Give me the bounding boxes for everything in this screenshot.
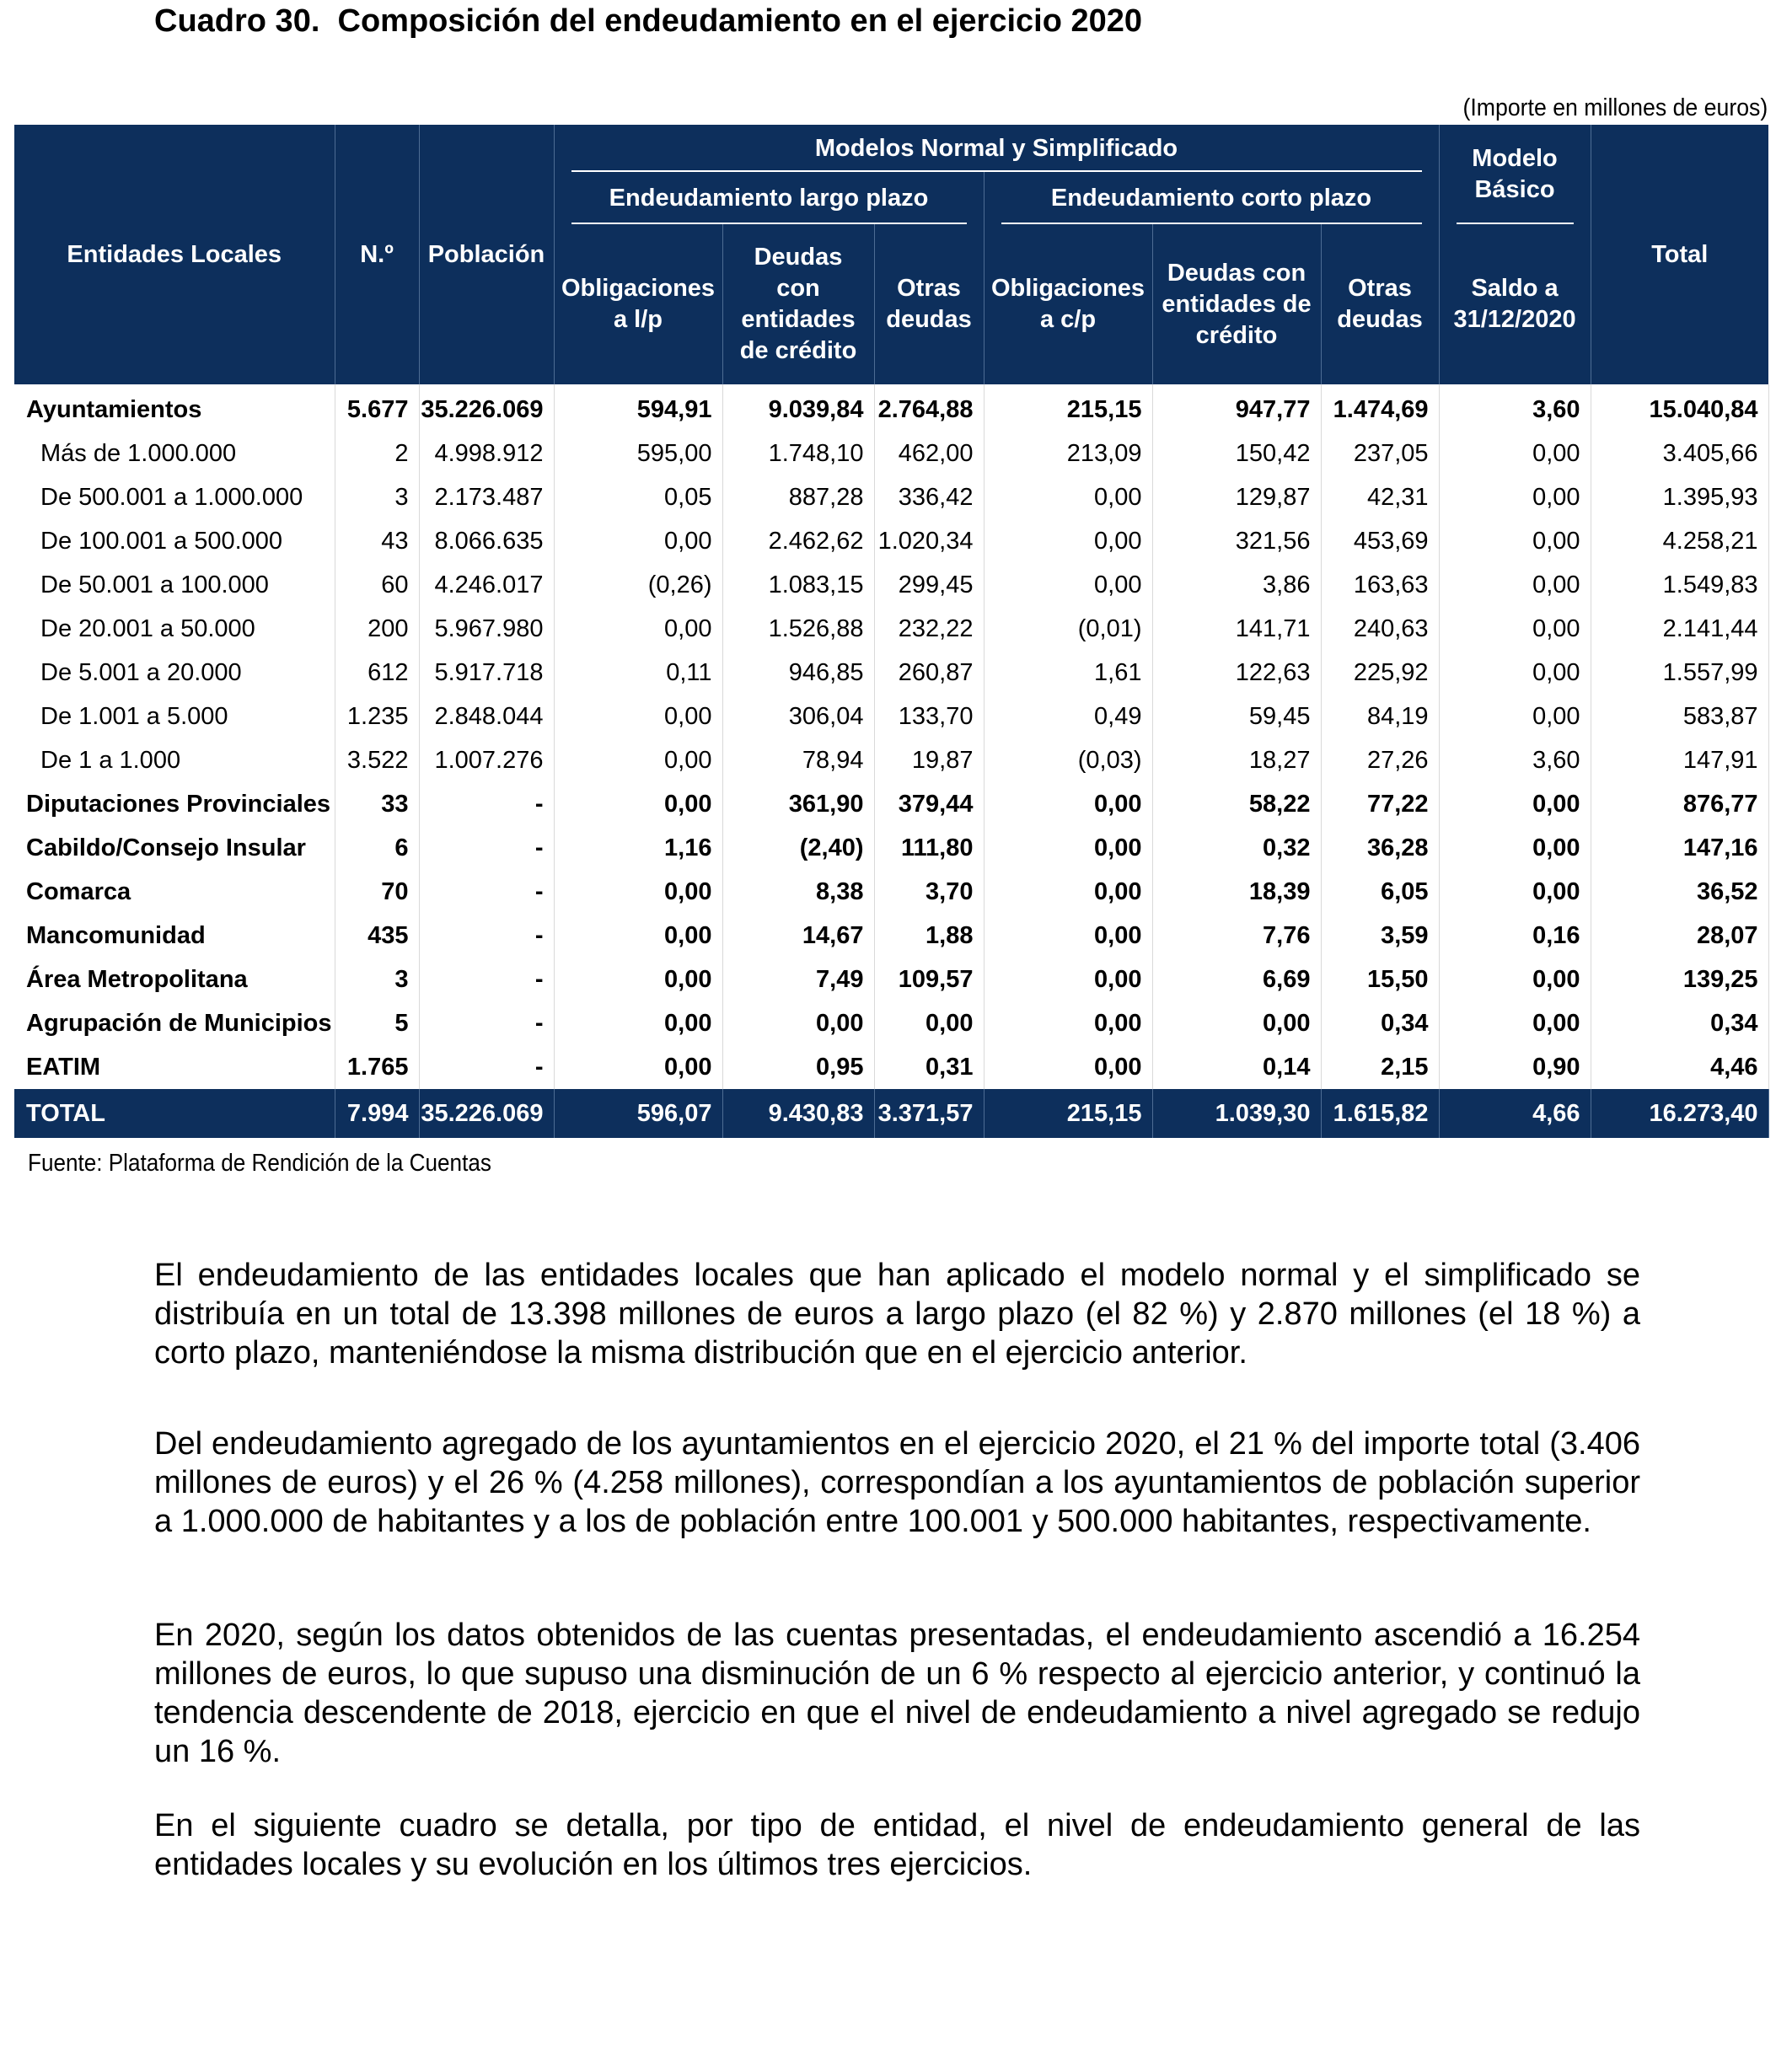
- row-oblig-lp: 0,00: [554, 914, 722, 958]
- row-n: 1.765: [335, 1045, 419, 1089]
- source-note: Fuente: Plataforma de Rendición de la Cuentas: [28, 1150, 491, 1177]
- row-total: 28,07: [1591, 914, 1768, 958]
- row-poblacion: 4.246.017: [419, 563, 554, 607]
- row-n: 6: [335, 826, 419, 870]
- row-otras-lp: 133,70: [874, 695, 984, 738]
- row-deudas-cp: 0,00: [1152, 1001, 1321, 1045]
- row-deudas-lp: 2.462,62: [722, 519, 874, 563]
- row-label: De 5.001 a 20.000: [14, 651, 335, 695]
- row-saldo: 0,00: [1439, 870, 1591, 914]
- table-row: [14, 651, 1768, 695]
- header-modelo-basico: Modelo Básico: [1439, 125, 1591, 224]
- row-deudas-cp: 129,87: [1152, 475, 1321, 519]
- table-row: [14, 519, 1768, 563]
- row-saldo: 3,60: [1439, 384, 1591, 432]
- table-row: [14, 475, 1768, 519]
- row-label: Ayuntamientos: [14, 384, 335, 432]
- row-otras-cp: 163,63: [1321, 563, 1439, 607]
- row-label: De 100.001 a 500.000: [14, 519, 335, 563]
- row-n: 43: [335, 519, 419, 563]
- row-oblig-cp: (0,03): [984, 738, 1152, 782]
- row-deudas-lp: 887,28: [722, 475, 874, 519]
- row-deudas-cp: 141,71: [1152, 607, 1321, 651]
- row-oblig-lp: 0,00: [554, 519, 722, 563]
- row-oblig-cp: 1,61: [984, 651, 1152, 695]
- row-total: 4,46: [1591, 1045, 1768, 1089]
- row-n: 5.677: [335, 384, 419, 432]
- total-otras-cp: 1.615,82: [1321, 1089, 1439, 1138]
- table-title: Cuadro 30. Composición del endeudamiento en el ejercicio 2020: [154, 3, 1143, 39]
- row-poblacion: -: [419, 914, 554, 958]
- row-total: 15.040,84: [1591, 384, 1768, 432]
- row-oblig-lp: 594,91: [554, 384, 722, 432]
- row-n: 3: [335, 475, 419, 519]
- row-deudas-lp: 9.039,84: [722, 384, 874, 432]
- row-deudas-lp: 946,85: [722, 651, 874, 695]
- row-deudas-lp: 8,38: [722, 870, 874, 914]
- row-total: 876,77: [1591, 782, 1768, 826]
- row-deudas-lp: 0,95: [722, 1045, 874, 1089]
- row-label: Agrupación de Municipios: [14, 1001, 335, 1045]
- row-oblig-cp: 0,00: [984, 1001, 1152, 1045]
- row-oblig-cp: 0,00: [984, 1045, 1152, 1089]
- row-deudas-lp: 306,04: [722, 695, 874, 738]
- row-otras-cp: 225,92: [1321, 651, 1439, 695]
- row-oblig-cp: 0,00: [984, 519, 1152, 563]
- table-row: [14, 958, 1768, 1001]
- row-poblacion: 35.226.069: [419, 384, 554, 432]
- row-deudas-lp: 14,67: [722, 914, 874, 958]
- row-deudas-cp: 150,42: [1152, 432, 1321, 475]
- table-row: [14, 1045, 1768, 1089]
- row-saldo: 0,00: [1439, 475, 1591, 519]
- row-otras-cp: 2,15: [1321, 1045, 1439, 1089]
- total-saldo: 4,66: [1439, 1089, 1591, 1138]
- row-deudas-cp: 321,56: [1152, 519, 1321, 563]
- row-otras-cp: 6,05: [1321, 870, 1439, 914]
- row-saldo: 3,60: [1439, 738, 1591, 782]
- header-total: Total: [1591, 125, 1768, 384]
- row-otras-cp: 240,63: [1321, 607, 1439, 651]
- row-saldo: 0,16: [1439, 914, 1591, 958]
- row-label: Diputaciones Provinciales: [14, 782, 335, 826]
- row-n: 60: [335, 563, 419, 607]
- total-deudas-lp: 9.430,83: [722, 1089, 874, 1138]
- paragraph-1: El endeudamiento de las entidades locales que han aplicado el modelo normal y el simplificado se distribuía en un total de 13.398 millones de euros a largo plazo (el 82 %) y 2.870 millones (el 18 %) a corto plazo, manteniéndose la misma distribución que en el ejercicio anterior.: [154, 1258, 1640, 1371]
- row-oblig-cp: 215,15: [984, 384, 1152, 432]
- row-oblig-lp: 0,00: [554, 607, 722, 651]
- header-obligaciones-cp: Obligaciones a c/p: [984, 224, 1152, 384]
- total-n: 7.994: [335, 1089, 419, 1138]
- row-total: 139,25: [1591, 958, 1768, 1001]
- row-oblig-lp: 0,00: [554, 958, 722, 1001]
- row-saldo: 0,90: [1439, 1045, 1591, 1089]
- row-poblacion: -: [419, 958, 554, 1001]
- row-deudas-cp: 3,86: [1152, 563, 1321, 607]
- row-poblacion: 2.173.487: [419, 475, 554, 519]
- row-deudas-cp: 18,27: [1152, 738, 1321, 782]
- row-poblacion: -: [419, 870, 554, 914]
- table-row: [14, 826, 1768, 870]
- row-otras-lp: 462,00: [874, 432, 984, 475]
- table-row: [14, 738, 1768, 782]
- header-otras-deudas-lp: Otras deudas: [874, 224, 984, 384]
- row-oblig-lp: 0,00: [554, 1045, 722, 1089]
- table-row: [14, 695, 1768, 738]
- row-total: 583,87: [1591, 695, 1768, 738]
- row-total: 147,16: [1591, 826, 1768, 870]
- table-row: [14, 607, 1768, 651]
- row-n: 3.522: [335, 738, 419, 782]
- row-saldo: 0,00: [1439, 432, 1591, 475]
- row-oblig-cp: 0,00: [984, 826, 1152, 870]
- row-otras-lp: 19,87: [874, 738, 984, 782]
- row-poblacion: 4.998.912: [419, 432, 554, 475]
- row-deudas-lp: 1.526,88: [722, 607, 874, 651]
- row-oblig-cp: (0,01): [984, 607, 1152, 651]
- row-label: Comarca: [14, 870, 335, 914]
- header-numero: N.º: [335, 125, 419, 384]
- row-oblig-cp: 0,00: [984, 958, 1152, 1001]
- row-oblig-lp: 1,16: [554, 826, 722, 870]
- row-saldo: 0,00: [1439, 519, 1591, 563]
- row-deudas-lp: 7,49: [722, 958, 874, 1001]
- row-label: De 500.001 a 1.000.000: [14, 475, 335, 519]
- row-otras-cp: 15,50: [1321, 958, 1439, 1001]
- row-n: 200: [335, 607, 419, 651]
- row-deudas-lp: 0,00: [722, 1001, 874, 1045]
- row-total: 2.141,44: [1591, 607, 1768, 651]
- row-otras-cp: 36,28: [1321, 826, 1439, 870]
- row-n: 70: [335, 870, 419, 914]
- row-poblacion: 5.917.718: [419, 651, 554, 695]
- row-deudas-cp: 7,76: [1152, 914, 1321, 958]
- header-corto-plazo: Endeudamiento corto plazo: [984, 172, 1439, 224]
- row-otras-lp: 2.764,88: [874, 384, 984, 432]
- row-deudas-cp: 122,63: [1152, 651, 1321, 695]
- table-row: [14, 563, 1768, 607]
- row-oblig-cp: 0,00: [984, 563, 1152, 607]
- total-poblacion: 35.226.069: [419, 1089, 554, 1138]
- row-deudas-cp: 18,39: [1152, 870, 1321, 914]
- header-obligaciones-lp: Obligaciones a l/p: [554, 224, 722, 384]
- row-otras-cp: 237,05: [1321, 432, 1439, 475]
- row-poblacion: -: [419, 1001, 554, 1045]
- row-saldo: 0,00: [1439, 826, 1591, 870]
- row-otras-cp: 1.474,69: [1321, 384, 1439, 432]
- row-total: 36,52: [1591, 870, 1768, 914]
- row-otras-lp: 1.020,34: [874, 519, 984, 563]
- table-row: [14, 914, 1768, 958]
- table-row: [14, 870, 1768, 914]
- row-poblacion: 8.066.635: [419, 519, 554, 563]
- row-otras-cp: 0,34: [1321, 1001, 1439, 1045]
- row-saldo: 0,00: [1439, 1001, 1591, 1045]
- row-saldo: 0,00: [1439, 607, 1591, 651]
- header-poblacion: Población: [419, 125, 554, 384]
- row-total: 1.549,83: [1591, 563, 1768, 607]
- row-oblig-lp: 0,00: [554, 870, 722, 914]
- row-saldo: 0,00: [1439, 958, 1591, 1001]
- row-deudas-lp: 361,90: [722, 782, 874, 826]
- row-otras-lp: 232,22: [874, 607, 984, 651]
- row-oblig-lp: (0,26): [554, 563, 722, 607]
- row-oblig-cp: 0,00: [984, 914, 1152, 958]
- row-oblig-lp: 595,00: [554, 432, 722, 475]
- row-deudas-lp: 1.083,15: [722, 563, 874, 607]
- row-total: 0,34: [1591, 1001, 1768, 1045]
- row-label: Área Metropolitana: [14, 958, 335, 1001]
- debt-table: [14, 125, 1768, 1138]
- row-total: 1.557,99: [1591, 651, 1768, 695]
- row-total: 1.395,93: [1591, 475, 1768, 519]
- row-oblig-lp: 0,00: [554, 695, 722, 738]
- row-label: Mancomunidad: [14, 914, 335, 958]
- row-label: Cabildo/Consejo Insular: [14, 826, 335, 870]
- total-label: TOTAL: [14, 1089, 335, 1138]
- row-deudas-cp: 0,32: [1152, 826, 1321, 870]
- row-label: De 20.001 a 50.000: [14, 607, 335, 651]
- header-largo-plazo: Endeudamiento largo plazo: [554, 172, 984, 224]
- row-oblig-lp: 0,05: [554, 475, 722, 519]
- row-otras-cp: 453,69: [1321, 519, 1439, 563]
- table-body: [14, 384, 1768, 1089]
- row-saldo: 0,00: [1439, 651, 1591, 695]
- row-deudas-cp: 58,22: [1152, 782, 1321, 826]
- header-entidades: Entidades Locales: [14, 125, 335, 384]
- row-otras-lp: 0,00: [874, 1001, 984, 1045]
- row-otras-cp: 3,59: [1321, 914, 1439, 958]
- row-n: 612: [335, 651, 419, 695]
- row-deudas-lp: 78,94: [722, 738, 874, 782]
- total-oblig-cp: 215,15: [984, 1089, 1152, 1138]
- row-oblig-lp: 0,00: [554, 782, 722, 826]
- row-saldo: 0,00: [1439, 695, 1591, 738]
- row-total: 3.405,66: [1591, 432, 1768, 475]
- row-oblig-cp: 213,09: [984, 432, 1152, 475]
- row-otras-lp: 379,44: [874, 782, 984, 826]
- row-oblig-cp: 0,00: [984, 870, 1152, 914]
- row-otras-lp: 0,31: [874, 1045, 984, 1089]
- total-deudas-cp: 1.039,30: [1152, 1089, 1321, 1138]
- row-oblig-cp: 0,49: [984, 695, 1152, 738]
- table-header: [14, 125, 1768, 384]
- row-n: 435: [335, 914, 419, 958]
- row-total: 147,91: [1591, 738, 1768, 782]
- header-saldo: Saldo a 31/12/2020: [1439, 224, 1591, 384]
- row-n: 3: [335, 958, 419, 1001]
- row-deudas-cp: 0,14: [1152, 1045, 1321, 1089]
- row-saldo: 0,00: [1439, 782, 1591, 826]
- table-footer: [14, 1089, 1768, 1138]
- row-label: De 50.001 a 100.000: [14, 563, 335, 607]
- row-deudas-lp: 1.748,10: [722, 432, 874, 475]
- header-otras-deudas-cp: Otras deudas: [1321, 224, 1439, 384]
- paragraph-4: En el siguiente cuadro se detalla, por tipo de entidad, el nivel de endeudamiento general de las entidades locales y su evolución en los últimos tres ejercicios.: [154, 1808, 1640, 1882]
- paragraph-2: Del endeudamiento agregado de los ayuntamientos en el ejercicio 2020, el 21 % del importe total (3.406 millones de euros) y el 26 % (4.258 millones), correspondían a los ayuntamientos de población superior a 1.000.000 de habitantes y a los de población entre 100.001 y 500.000 habitantes, respectivamente.: [154, 1426, 1640, 1539]
- row-poblacion: 1.007.276: [419, 738, 554, 782]
- row-saldo: 0,00: [1439, 563, 1591, 607]
- table-row: [14, 384, 1768, 432]
- header-deudas-credito-cp: Deudas con entidades de crédito: [1152, 224, 1321, 384]
- row-otras-cp: 84,19: [1321, 695, 1439, 738]
- total-otras-lp: 3.371,57: [874, 1089, 984, 1138]
- row-n: 5: [335, 1001, 419, 1045]
- header-modelos-normal: Modelos Normal y Simplificado: [554, 125, 1439, 172]
- row-poblacion: 2.848.044: [419, 695, 554, 738]
- row-label: De 1.001 a 5.000: [14, 695, 335, 738]
- total-total: 16.273,40: [1591, 1089, 1768, 1138]
- row-deudas-cp: 59,45: [1152, 695, 1321, 738]
- table-row: [14, 432, 1768, 475]
- row-oblig-cp: 0,00: [984, 475, 1152, 519]
- paragraph-3: En 2020, según los datos obtenidos de las cuentas presentadas, el endeudamiento ascendió a 16.254 millones de euros, lo que supuso una disminución de un 6 % respecto al ejercicio anterior, y continuó la tendencia descendente de 2018, ejercicio en que el nivel de endeudamiento a nivel agregado se redujo un 16 %.: [154, 1618, 1640, 1769]
- row-deudas-cp: 6,69: [1152, 958, 1321, 1001]
- total-row: [14, 1089, 1768, 1138]
- row-oblig-lp: 0,11: [554, 651, 722, 695]
- row-label: EATIM: [14, 1045, 335, 1089]
- row-deudas-lp: (2,40): [722, 826, 874, 870]
- row-total: 4.258,21: [1591, 519, 1768, 563]
- row-otras-lp: 336,42: [874, 475, 984, 519]
- row-oblig-lp: 0,00: [554, 1001, 722, 1045]
- row-otras-lp: 299,45: [874, 563, 984, 607]
- row-otras-lp: 1,88: [874, 914, 984, 958]
- row-poblacion: -: [419, 826, 554, 870]
- row-n: 1.235: [335, 695, 419, 738]
- table-row: [14, 782, 1768, 826]
- row-otras-lp: 111,80: [874, 826, 984, 870]
- row-otras-lp: 260,87: [874, 651, 984, 695]
- row-poblacion: 5.967.980: [419, 607, 554, 651]
- row-otras-cp: 42,31: [1321, 475, 1439, 519]
- row-otras-cp: 27,26: [1321, 738, 1439, 782]
- row-otras-cp: 77,22: [1321, 782, 1439, 826]
- units-note: (Importe en millones de euros): [1462, 94, 1768, 121]
- row-otras-lp: 3,70: [874, 870, 984, 914]
- row-otras-lp: 109,57: [874, 958, 984, 1001]
- row-oblig-lp: 0,00: [554, 738, 722, 782]
- row-label: Más de 1.000.000: [14, 432, 335, 475]
- row-poblacion: -: [419, 782, 554, 826]
- header-deudas-credito-lp: Deudas con entidades de crédito: [722, 224, 874, 384]
- row-deudas-cp: 947,77: [1152, 384, 1321, 432]
- table-row: [14, 1001, 1768, 1045]
- total-oblig-lp: 596,07: [554, 1089, 722, 1138]
- row-n: 33: [335, 782, 419, 826]
- row-poblacion: -: [419, 1045, 554, 1089]
- row-n: 2: [335, 432, 419, 475]
- row-oblig-cp: 0,00: [984, 782, 1152, 826]
- row-label: De 1 a 1.000: [14, 738, 335, 782]
